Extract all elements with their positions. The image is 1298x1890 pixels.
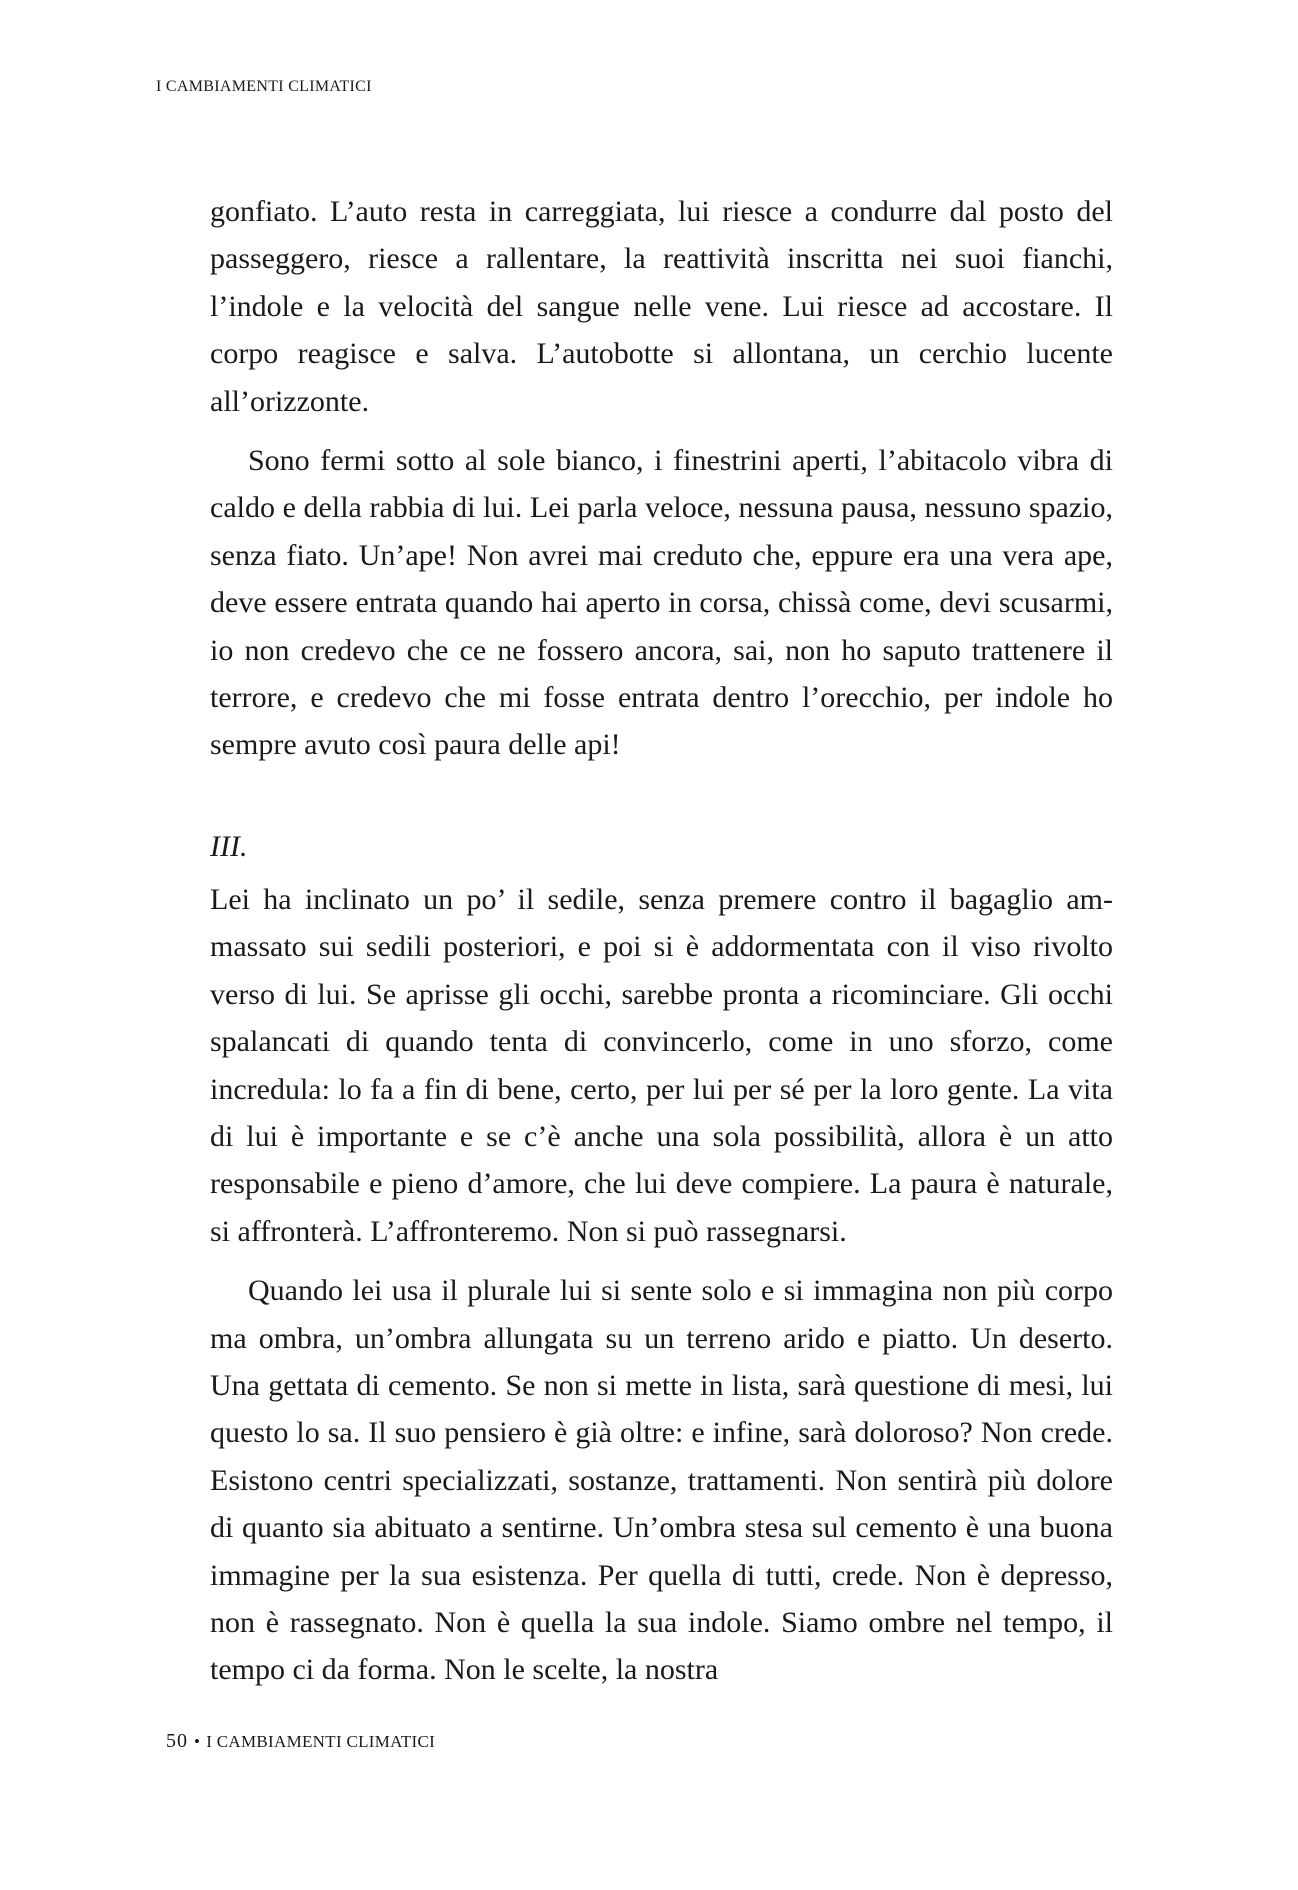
- paragraph-plural: Quando lei usa il plurale lui si sente solo e si immagina non più corpo ma ombra, un’ombra allungata su un terreno arido e piatto. Un deserto. Una gettata di cemento. Se non si mette in lista, sarà questione di mesi, lui questo lo sa. Il suo pensiero è già oltre: e infine, sarà doloroso? Non crede. Esistono centri specializzati, sostanze, trattamenti. Non sentirà più dolore di quanto sia abituato a sentirne. Un’ombra stesa sul cemento è una buona immagine per la sua esistenza. Per quella di tutti, crede. Non è depresso, non è rassegnato. Non è quella la sua indole. Siamo ombre nel tempo, il tempo ci da forma. Non le scelte, la nostra: [210, 1274, 1113, 1687]
- running-header: I CAMBIAMENTI CLIMATICI: [156, 78, 372, 95]
- paragraph-seat: Lei ha inclinato un po’ il sedile, senza premere contro il bagaglio ammassato sui sedili posteriori, e poi si è addormentata con il viso rivolto verso di lui. Se aprisse gli occhi, sarebbe pronta a ricominciare. Gli occhi spalancati di quando tenta di convincerlo, come in uno sforzo, come incredula: lo fa a fin di bene, certo, per lui per sé per la loro gente. La vita di lui è importante e se c’è anche una sola possibilità, allora è un atto responsabile e pieno d’amore, che lui deve compiere. La paura è naturale, si affronterà. L’affronteremo. Non si può rassegnarsi.: [210, 882, 1113, 1248]
- main-text: [210, 188, 1113, 1694]
- page-footer: [166, 1730, 435, 1753]
- paragraph-bee: Sono fermi sotto al sole bianco, i finestrini aperti, l’abitacolo vibra di caldo e della rabbia di lui. Lei parla veloce, nessuna pausa, nessuno spazio, senza fiato. Un’ape! Non avrei mai creduto che, eppure era una vera ape, deve essere entrata quando hai aperto in corsa, chissà come, devi scusarmi, io non credevo che ce ne fossero ancora, sai, non ho saputo trattenere il terrore, e credevo che mi fosse entrata dentro l’orecchio, per indole ho sempre avuto così paura delle api!: [210, 444, 1113, 762]
- footer-book-title: I CAMBIAMENTI CLIMATICI: [206, 1732, 436, 1751]
- paragraph-continuation: gonfiato. L’auto resta in carreggiata, lui riesce a condurre dal posto del passeggero, riesce a rallentare, la reattività inscritta nei suoi fianchi, l’indole e la velocità del sangue nelle vene. Lui riesce ad accostare. Il corpo reagisce e salva. L’autobotte si allontana, un cerchio lucente all’orizzonte.: [210, 195, 1113, 418]
- page-number: 50: [166, 1730, 188, 1752]
- section-heading: III.: [210, 829, 248, 863]
- footer-separator: •: [194, 1732, 201, 1751]
